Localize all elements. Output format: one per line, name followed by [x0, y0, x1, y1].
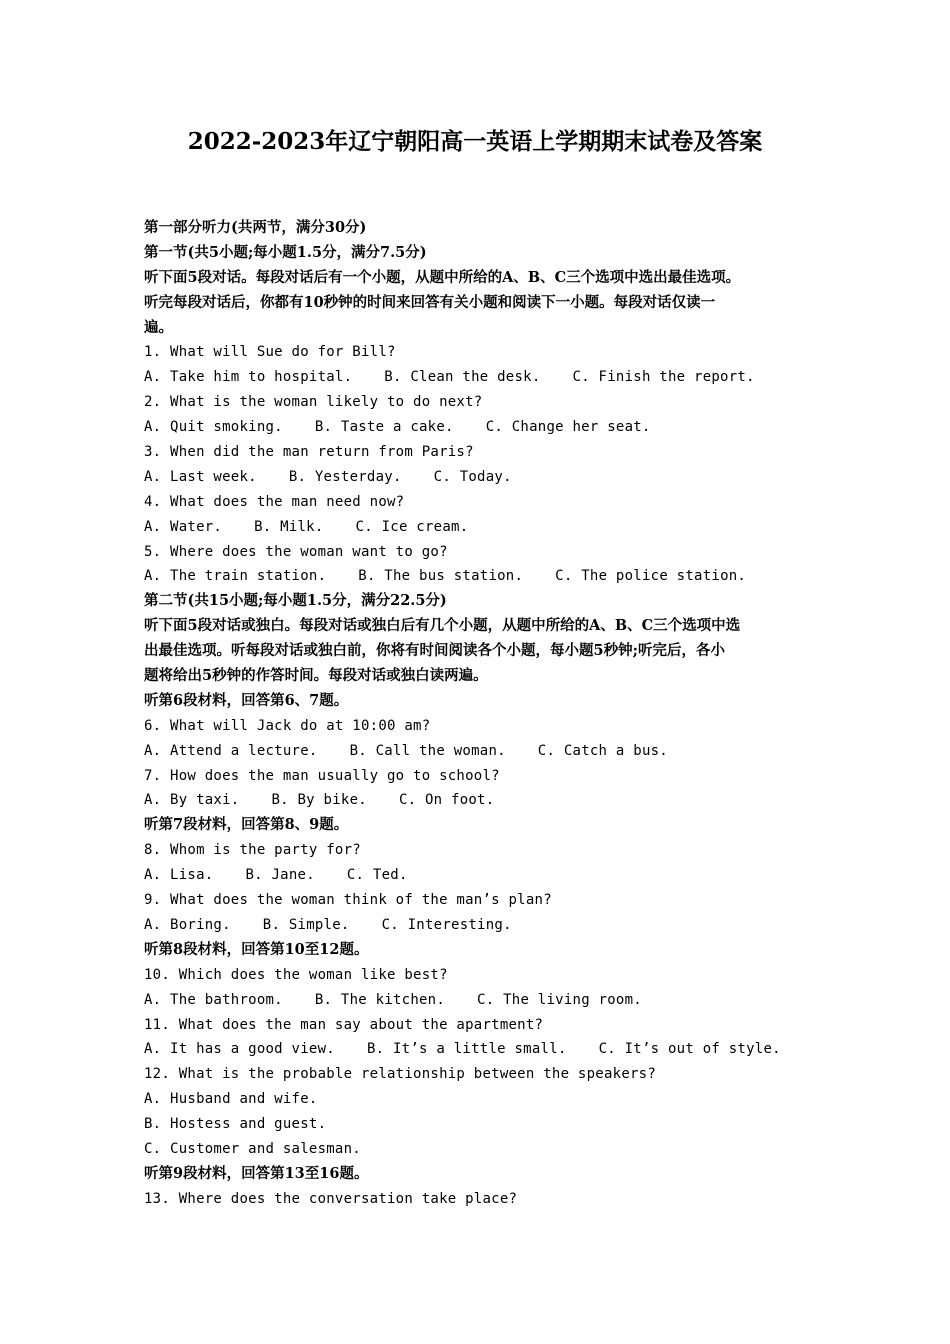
instruction-line: 遍。: [144, 318, 173, 336]
options-row: [144, 415, 814, 440]
document-title: 2022-2023年辽宁朝阳高一英语上学期期末试卷及答案: [187, 128, 763, 155]
option: C. Ice cream.: [355, 518, 469, 535]
option: C. Interesting.: [381, 916, 512, 933]
instruction-line: 出最佳选项。听每段对话或独白前，你将有时间阅读各个小题，每小题5秒钟;听完后，各小: [144, 642, 725, 660]
option: A. Last week.: [144, 468, 257, 485]
option: B. Hostess and guest.: [144, 1116, 327, 1133]
option: B. It’s a little small.: [366, 1041, 567, 1058]
option: C. The police station.: [555, 568, 747, 585]
question: 9. What does the woman think of the man’s plan?: [144, 892, 552, 909]
option: C. Today.: [433, 468, 512, 485]
question: 5. Where does the woman want to go?: [144, 543, 448, 560]
option: A. The bathroom.: [144, 991, 283, 1008]
option: A. Take him to hospital.: [144, 369, 353, 386]
material-heading: 听第9段材料，回答第13至16题。: [144, 1164, 369, 1182]
options-row: [144, 465, 814, 490]
option: C. The living room.: [477, 991, 642, 1008]
option: B. The kitchen.: [314, 991, 446, 1008]
question: 3. When did the man return from Paris?: [144, 444, 474, 461]
question: 11. What does the man say about the apartment?: [144, 1016, 544, 1033]
options-row: [144, 988, 814, 1013]
option: A. By taxi.: [144, 792, 240, 809]
option: A. Attend a lecture.: [144, 742, 318, 759]
option: A. Husband and wife.: [144, 1091, 318, 1108]
option: B. The bus station.: [358, 568, 524, 585]
option: B. Jane.: [245, 867, 315, 884]
options-row: [144, 739, 814, 764]
question: 6. What will Jack do at 10:00 am?: [144, 717, 431, 734]
option: A. Quit smoking.: [144, 419, 283, 436]
option: A. It has a good view.: [144, 1041, 335, 1058]
option: B. Call the woman.: [349, 742, 506, 759]
question: 12. What is the probable relationship between the speakers?: [144, 1066, 657, 1083]
material-heading: 听第6段材料，回答第6、7题。: [144, 691, 349, 709]
instruction-line: 听下面5段对话或独白。每段对话或独白后有几个小题，从题中所给的A、B、C三个选项中选: [144, 617, 741, 635]
option: C. Catch a bus.: [537, 742, 668, 759]
options-row: [144, 1037, 814, 1062]
option: A. Boring.: [144, 916, 231, 933]
options-row: [144, 564, 814, 589]
option: C. It’s out of style.: [598, 1041, 781, 1058]
option: C. Change her seat.: [485, 419, 651, 436]
option: C. Finish the report.: [572, 369, 755, 386]
question: 4. What does the man need now?: [144, 493, 405, 510]
option: B. By bike.: [271, 792, 367, 809]
question: 2. What is the woman likely to do next?: [144, 394, 483, 411]
options-row: [144, 365, 814, 390]
option: B. Simple.: [262, 916, 350, 933]
option: B. Yesterday.: [288, 468, 402, 485]
option: A. Water.: [144, 518, 223, 535]
question: 7. How does the man usually go to school?: [144, 767, 500, 784]
question: 8. Whom is the party for?: [144, 842, 361, 859]
document-body: [144, 216, 814, 1212]
options-row: [144, 515, 814, 540]
section-heading: 第二节(共15小题;每小题1.5分，满分22.5分): [144, 592, 447, 610]
material-heading: 听第7段材料，回答第8、9题。: [144, 816, 349, 834]
option: B. Taste a cake.: [314, 419, 454, 436]
option: C. Ted.: [346, 867, 408, 884]
section-heading: 第一节(共5小题;每小题1.5分，满分7.5分): [144, 243, 427, 261]
options-row: [144, 863, 814, 888]
material-heading: 听第8段材料，回答第10至12题。: [144, 940, 369, 958]
instruction-line: 听完每段对话后，你都有10秒钟的时间来回答有关小题和阅读下一小题。每段对话仅读一: [144, 293, 716, 311]
option: C. On foot.: [398, 792, 495, 809]
option: B. Milk.: [254, 518, 324, 535]
instruction-line: 听下面5段对话。每段对话后有一个小题，从题中所给的A、B、C三个选项中选出最佳选项。: [144, 268, 741, 286]
options-row: [144, 788, 814, 813]
instruction-line: 题将给出5秒钟的作答时间。每段对话或独白读两遍。: [144, 667, 488, 685]
question: 10. Which does the woman like best?: [144, 966, 448, 983]
question: 13. Where does the conversation take place?: [144, 1190, 518, 1207]
options-row: [144, 913, 814, 938]
option: B. Clean the desk.: [384, 369, 541, 386]
option: A. The train station.: [144, 568, 327, 585]
option: A. Lisa.: [144, 867, 214, 884]
part-heading: 第一部分听力(共两节，满分30分): [144, 219, 367, 236]
option: C. Customer and salesman.: [144, 1140, 361, 1157]
question: 1. What will Sue do for Bill?: [144, 344, 396, 361]
